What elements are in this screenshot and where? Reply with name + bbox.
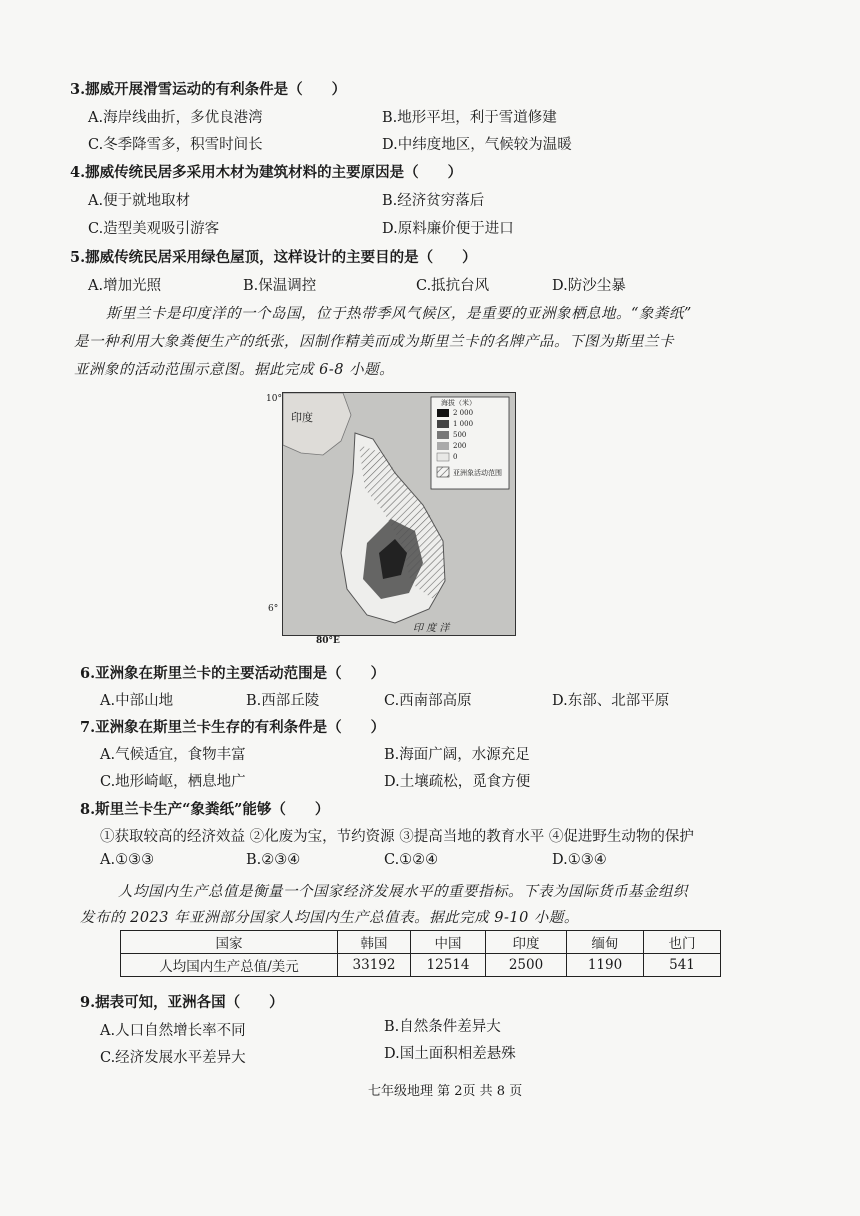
table-row-label: 人均国内生产总值/美元 (121, 954, 338, 977)
q5-option-c: C.抵抗台风 (416, 278, 490, 294)
passage2-line-1: 人均国内生产总值是衡量一个国家经济发展水平的重要指标。下表为国际货币基金组织 (118, 884, 688, 900)
q5-stem: 5.挪威传统民居采用绿色屋顶，这样设计的主要目的是（ ） (70, 249, 477, 266)
legend-title: 海拔（米） (441, 399, 476, 407)
table-row (121, 954, 721, 977)
q9-stem: 9.据表可知，亚洲各国（ ） (80, 994, 284, 1011)
q5-option-a: A.增加光照 (88, 278, 162, 294)
passage1-line-3: 亚洲象的活动范围示意图。据此完成 6-8 小题。 (74, 362, 395, 378)
table-header-cell: 韩国 (338, 931, 411, 954)
q8-option-c: C.①②④ (384, 852, 439, 868)
table-cell: 2500 (486, 954, 567, 977)
table-cell: 12514 (411, 954, 486, 977)
q3-option-b: B.地形平坦，利于雪道修建 (382, 110, 557, 126)
table-header-cell: 中国 (411, 931, 486, 954)
q8-option-b: B.②③④ (246, 852, 301, 868)
q5-option-d: D.防沙尘暴 (552, 278, 626, 294)
legend-value-3: 500 (453, 431, 467, 439)
q8-option-a: A.①③③ (100, 852, 155, 868)
q4-stem: 4.挪威传统民居多采用木材为建筑材料的主要原因是（ ） (70, 164, 463, 181)
q9-option-a: A.人口自然增长率不同 (100, 1023, 246, 1039)
q7-option-a: A.气候适宜，食物丰富 (100, 747, 246, 763)
table-header-cell: 国家 (121, 931, 338, 954)
table-header-cell: 也门 (644, 931, 721, 954)
passage1-line-1: 斯里兰卡是印度洋的一个岛国，位于热带季风气候区，是重要的亚洲象栖息地。“象粪纸” (106, 306, 692, 322)
q5-option-b: B.保温调控 (243, 278, 317, 294)
q7-option-c: C.地形崎岖，栖息地广 (100, 774, 246, 790)
legend-range-label: 亚洲象活动范围 (453, 469, 502, 477)
legend-value-2: 1 000 (453, 420, 474, 428)
q6-option-c: C.西南部高原 (384, 693, 472, 709)
passage2-line-2: 发布的 2023 年亚洲部分国家人均国内生产总值表。据此完成 9-10 小题。 (80, 910, 579, 926)
sri-lanka-elephant-map (282, 392, 516, 636)
q9-option-c: C.经济发展水平差异大 (100, 1050, 246, 1066)
map-lat-bottom: 6° (268, 604, 279, 614)
q4-option-b: B.经济贫穷落后 (382, 193, 485, 209)
gdp-table (120, 930, 721, 977)
table-header-cell: 印度 (486, 931, 567, 954)
map-lon-bottom: 80°E (316, 636, 340, 646)
q4-option-d: D.原料廉价便于进口 (382, 221, 514, 237)
map-graphic (283, 393, 515, 635)
q6-option-a: A.中部山地 (100, 693, 174, 709)
q7-option-b: B.海面广阔，水源充足 (384, 747, 530, 763)
q4-option-c: C.造型美观吸引游客 (88, 221, 220, 237)
legend-value-4: 200 (453, 442, 467, 450)
q7-stem: 7.亚洲象在斯里兰卡生存的有利条件是（ ） (80, 719, 386, 736)
table-cell: 1190 (567, 954, 644, 977)
page-footer: 七年级地理 第 2页 共 8 页 (368, 1084, 523, 1099)
q6-stem: 6.亚洲象在斯里兰卡的主要活动范围是（ ） (80, 665, 386, 682)
q3-option-c: C.冬季降雪多，积雪时间长 (88, 137, 263, 153)
q7-option-d: D.土壤疏松，觅食方便 (384, 774, 531, 790)
table-header-cell: 缅甸 (567, 931, 644, 954)
q3-option-a: A.海岸线曲折，多优良港湾 (88, 110, 263, 126)
q9-option-d: D.国土面积相差悬殊 (384, 1046, 516, 1062)
q8-stem: 8.斯里兰卡生产“象粪纸”能够（ ） (80, 801, 330, 818)
q4-option-a: A.便于就地取材 (88, 193, 191, 209)
q6-option-b: B.西部丘陵 (246, 693, 320, 709)
map-lat-top: 10° (266, 394, 282, 404)
q8-option-d: D.①③④ (552, 852, 607, 868)
passage1-line-2: 是一种利用大象粪便生产的纸张，因制作精美而成为斯里兰卡的名牌产品。下图为斯里兰卡 (74, 334, 674, 350)
q3-option-d: D.中纬度地区，气候较为温暖 (382, 137, 572, 153)
q6-option-d: D.东部、北部平原 (552, 693, 670, 709)
table-cell: 541 (644, 954, 721, 977)
q9-option-b: B.自然条件差异大 (384, 1019, 501, 1035)
map-label-india: 印度 (291, 411, 313, 424)
table-header-row (121, 931, 721, 954)
table-cell: 33192 (338, 954, 411, 977)
q3-stem: 3.挪威开展滑雪运动的有利条件是（ ） (70, 81, 347, 98)
legend-value-5: 0 (453, 453, 458, 461)
map-label-ocean: 印 度 洋 (413, 623, 450, 634)
legend-value-1: 2 000 (453, 409, 474, 417)
q8-statements: ①获取较高的经济效益 ②化废为宝，节约资源 ③提高当地的教育水平 ④促进野生动物的保护 (100, 829, 694, 845)
